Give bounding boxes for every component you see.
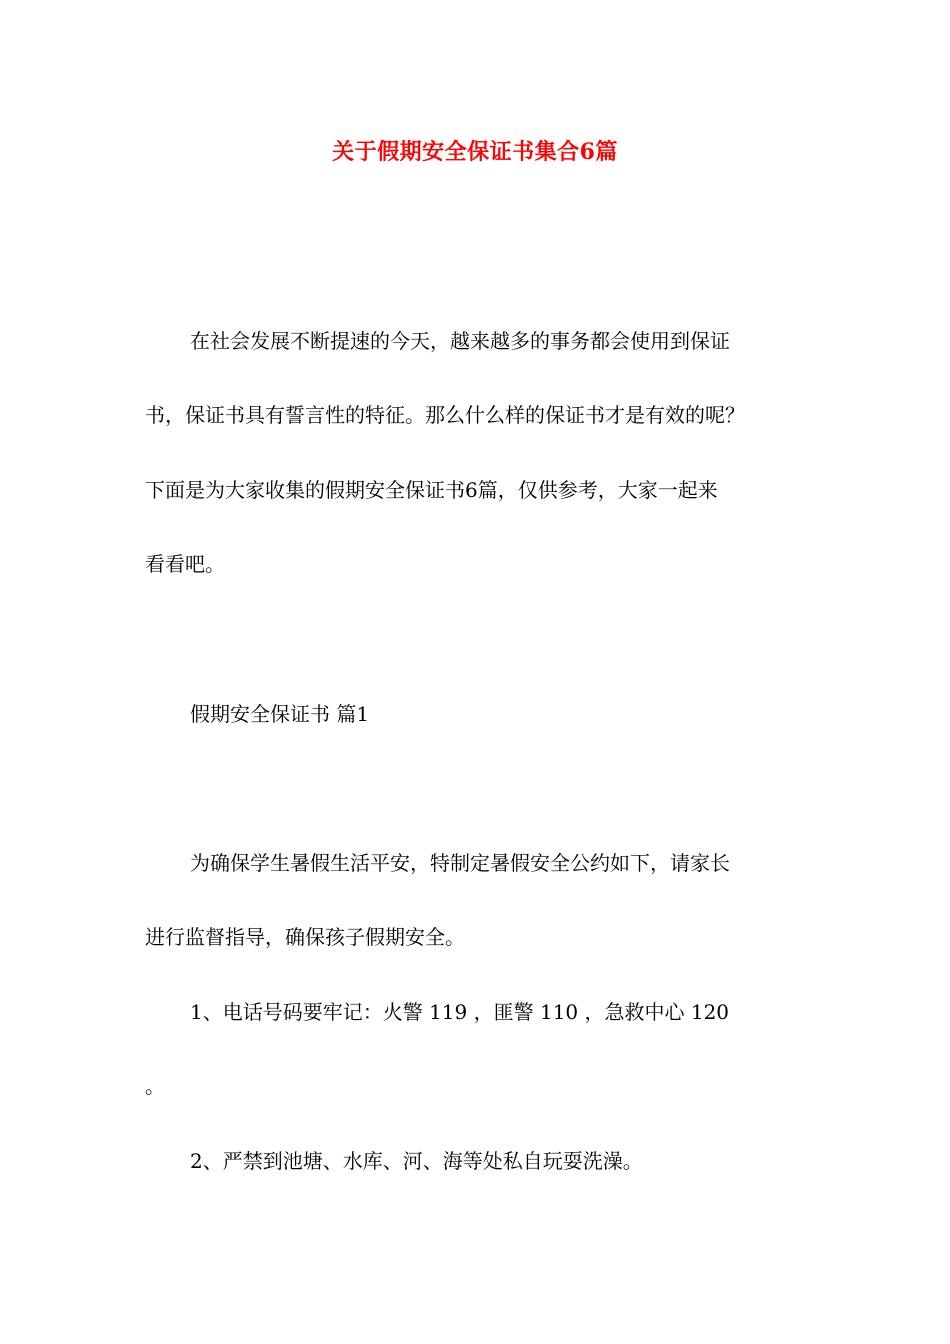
section-heading: 假期安全保证书 篇1 (190, 702, 370, 726)
intro-line-1: 在社会发展不断提速的今天，越来越多的事务都会使用到保证 (190, 329, 730, 353)
section-line-5: 2、严禁到池塘、水库、河、海等处私自玩耍洗澡。 (190, 1149, 643, 1173)
intro-line-4: 看看吧。 (145, 552, 225, 576)
section-line-1: 为确保学生暑假生活平安，特制定暑假安全公约如下，请家长 (190, 851, 730, 875)
document-title: 关于假期安全保证书集合6篇 (332, 139, 618, 165)
section-line-3: 1、电话号码要牢记：火警 119 ，匪警 110 ，急救中心 120 (190, 1000, 730, 1024)
intro-line-3: 下面是为大家收集的假期安全保证书6篇，仅供参考，大家一起来 (145, 478, 718, 502)
section-line-2: 进行监督指导，确保孩子假期安全。 (145, 925, 465, 949)
intro-line-2: 书，保证书具有誓言性的特征。那么什么样的保证书才是有效的呢？ (145, 403, 745, 427)
section-line-4: 。 (145, 1074, 165, 1098)
